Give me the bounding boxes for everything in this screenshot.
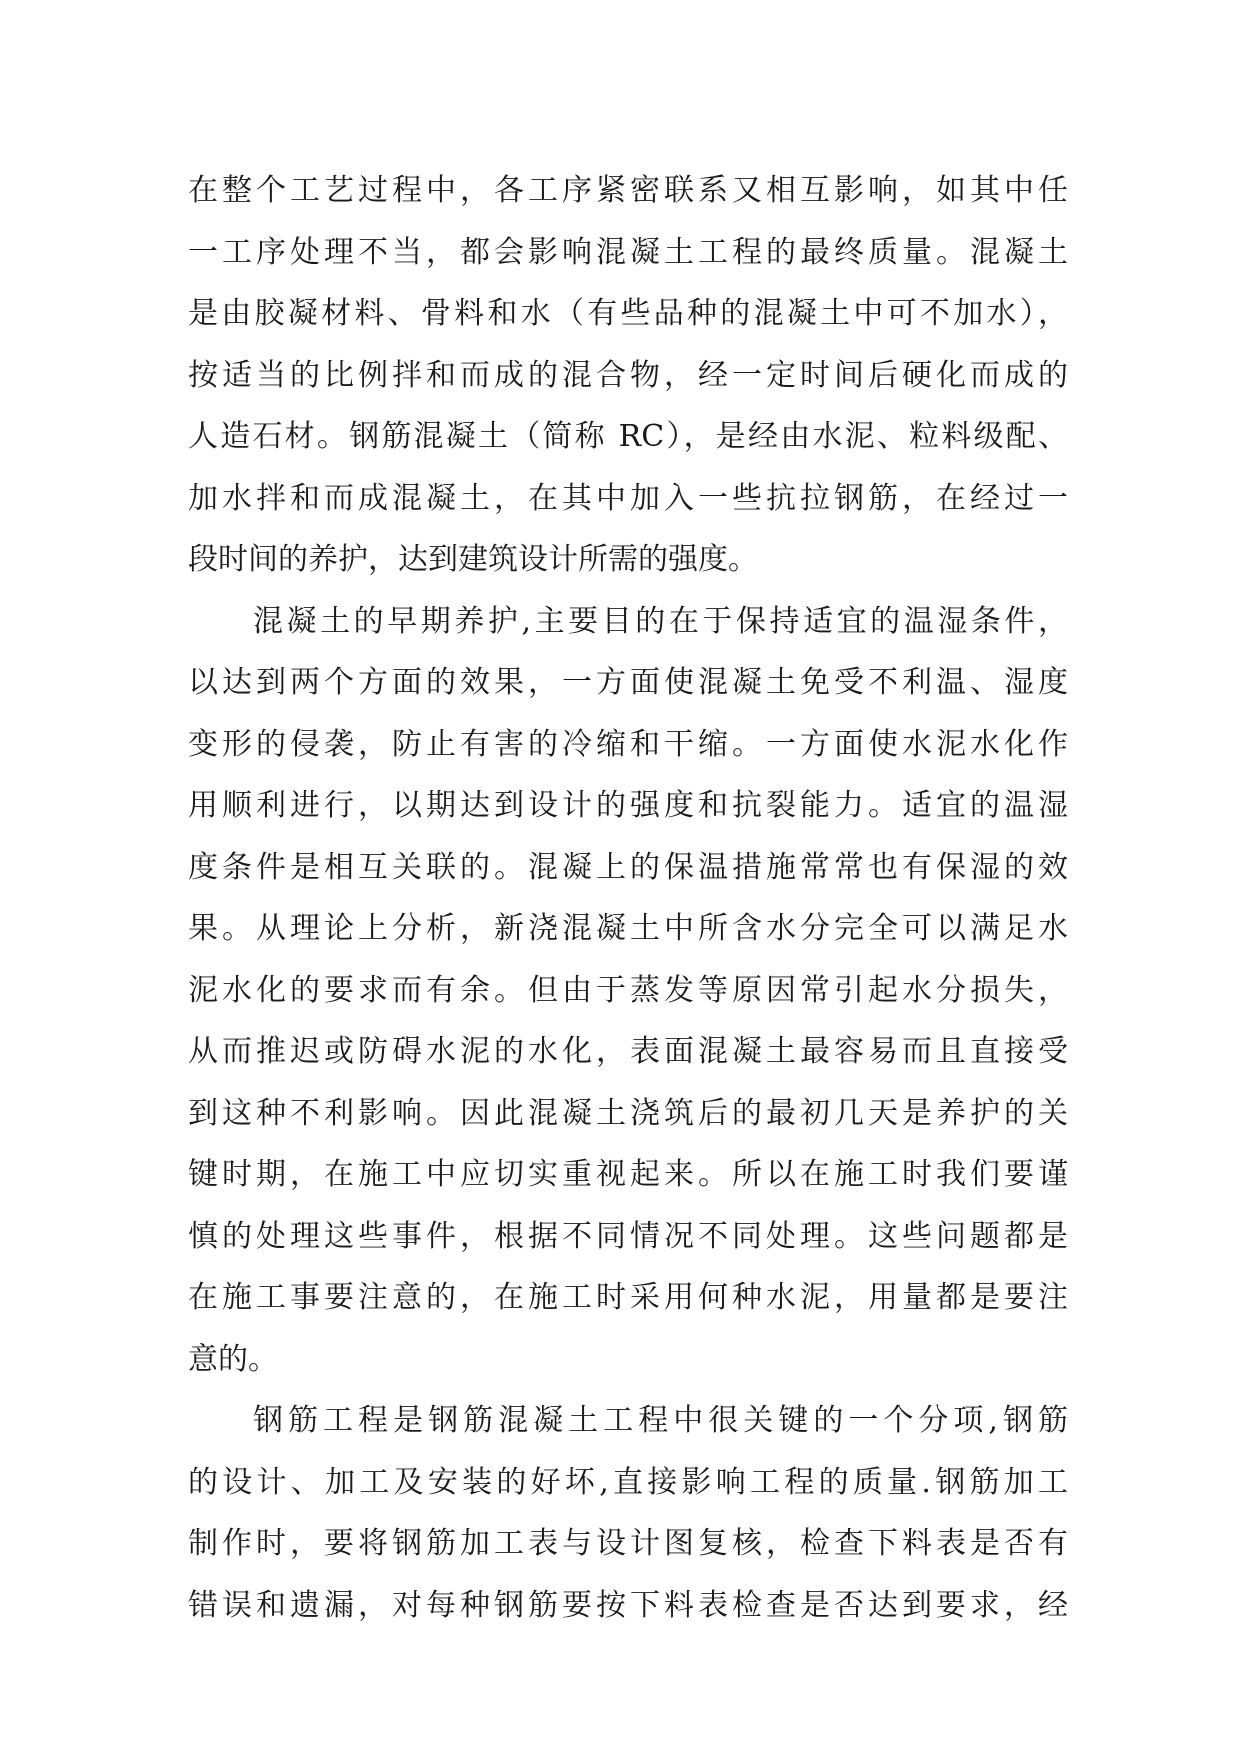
text-line: 制作时，要将钢筋加工表与设计图复核，检查下料表是否有 <box>188 1526 1068 1561</box>
text-line: 按适当的比例拌和而成的混合物，经一定时间后硬化而成的 <box>188 357 1068 393</box>
text-line: 泥水化的要求而有余。但由于蒸发等原因常引起水分损失， <box>188 972 1068 1008</box>
text-line: 意的。 <box>188 1341 278 1377</box>
text-line: 钢筋工程是钢筋混凝土工程中很关键的一个分项,钢筋 <box>253 1403 1068 1438</box>
paragraph-3 <box>188 1390 1068 1636</box>
paragraph-2 <box>188 591 1068 1391</box>
text-line: 度条件是相互关联的。混凝上的保温措施常常也有保湿的效 <box>188 849 1068 885</box>
text-line: 人造石材。钢筋混凝土（简称 RC），是经由水泥、粒料级配、 <box>188 419 1068 454</box>
text-line: 错误和遗漏，对每种钢筋要按下料表检查是否达到要求，经 <box>188 1587 1068 1623</box>
text-line: 变形的侵袭，防止有害的冷缩和干缩。一方面使水泥水化作 <box>188 726 1068 762</box>
text-line: 混凝土的早期养护,主要目的在于保持适宜的温湿条件， <box>253 603 1068 639</box>
text-line: 果。从理论上分析，新浇混凝土中所含水分完全可以满足水 <box>188 911 1068 946</box>
text-line: 的设计、加工及安装的好坏,直接影响工程的质量.钢筋加工 <box>188 1464 1068 1500</box>
text-line: 用顺利进行，以期达到设计的强度和抗裂能力。适宜的温湿 <box>188 788 1068 823</box>
text-line: 键时期，在施工中应切实重视起来。所以在施工时我们要谨 <box>188 1157 1068 1192</box>
text-line: 以达到两个方面的效果，一方面使混凝土免受不利温、湿度 <box>188 665 1068 700</box>
document-body <box>188 160 1068 1636</box>
text-line: 是由胶凝材料、骨料和水（有些品种的混凝土中可不加水）， <box>188 296 1068 331</box>
text-line: 从而推迟或防碍水泥的水化，表面混凝土最容易而且直接受 <box>188 1034 1068 1069</box>
text-line: 段时间的养护，达到建筑设计所需的强度。 <box>188 542 758 577</box>
text-line: 在整个工艺过程中，各工序紧密联系又相互影响，如其中任 <box>188 173 1068 208</box>
text-line: 在施工事要注意的，在施工时采用何种水泥，用量都是要注 <box>188 1280 1068 1315</box>
text-line: 一工序处理不当，都会影响混凝土工程的最终质量。混凝土 <box>188 234 1068 270</box>
text-line: 慎的处理这些事件，根据不同情况不同处理。这些问题都是 <box>188 1218 1068 1254</box>
paragraph-1 <box>188 160 1068 591</box>
text-line: 加水拌和而成混凝土，在其中加入一些抗拉钢筋，在经过一 <box>188 480 1068 516</box>
text-line: 到这种不利影响。因此混凝土浇筑后的最初几天是养护的关 <box>188 1095 1068 1131</box>
